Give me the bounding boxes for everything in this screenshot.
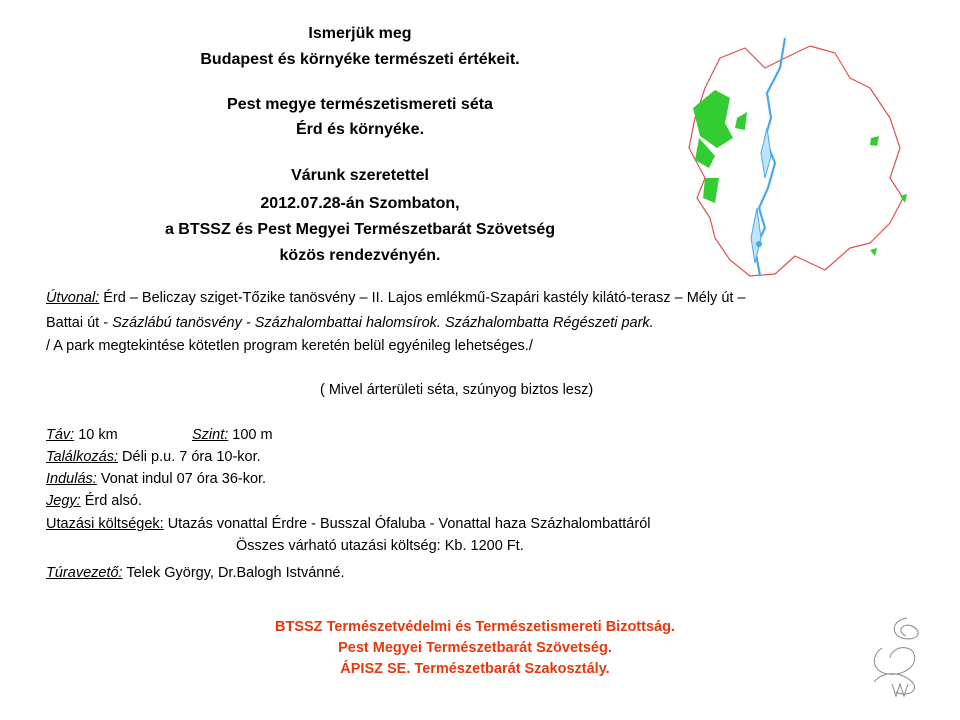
route-text-1: Érd – Beliczay sziget-Tőzike tanösvény – II. Lajos emlékmű-Szapári kastély kilátó-terasz – Mély út – xyxy=(99,290,746,306)
header-line-3: Pest megye természetismereti séta xyxy=(227,96,493,113)
header-line-5: Várunk szeretettel xyxy=(291,167,429,184)
elevation-line xyxy=(192,425,273,445)
meeting-value: Déli p.u. 7 óra 10-kor. xyxy=(118,449,261,465)
header-line-1: Ismerjük meg xyxy=(308,25,412,42)
header-line-4: Érd és környéke. xyxy=(295,121,425,138)
budapest-map-icon xyxy=(675,38,945,283)
distance-value: 10 km xyxy=(74,427,118,443)
departure-line xyxy=(46,469,266,489)
ticket-label: Jegy: xyxy=(46,493,81,509)
total-cost-line: Összes várható utazási költség: Kb. 1200 Ft. xyxy=(236,538,524,554)
elevation-label: Szint: xyxy=(192,427,229,443)
header-line-6: 2012.07.28-án Szombaton, xyxy=(260,195,460,212)
route-label: Útvonal: xyxy=(46,290,100,306)
route-line-2 xyxy=(46,313,654,333)
ticket-line xyxy=(46,491,142,511)
footer-line-2: Pest Megyei Természetbarát Szövetség. xyxy=(338,640,612,656)
distance-line xyxy=(46,425,118,445)
travel-cost-label: Utazási költségek: xyxy=(46,516,164,532)
ticket-value: Érd alsó. xyxy=(80,493,142,509)
meeting-label: Találkozás: xyxy=(46,449,119,465)
route-text-2a: Battai út - xyxy=(46,315,113,331)
guide-value: Telek György, Dr.Balogh Istvánné. xyxy=(122,565,345,581)
distance-label: Táv: xyxy=(46,427,75,443)
elevation-value: 100 m xyxy=(228,427,273,443)
header-line-7: a BTSSZ és Pest Megyei Természetbarát Szövetség xyxy=(164,221,556,238)
travel-cost-line xyxy=(46,514,650,534)
mosquito-note: ( Mivel árterületi séta, szúnyog biztos lesz) xyxy=(320,382,594,398)
departure-value: Vonat indul 07 óra 36-kor. xyxy=(96,471,267,487)
travel-cost-value: Utazás vonattal Érdre - Busszal Ófaluba - Vonattal haza Százhalombattáról xyxy=(163,516,651,532)
route-line-3: / A park megtekintése kötetlen program keretén belül egyénileg lehetséges./ xyxy=(46,338,533,354)
header-line-2: Budapest és környéke természeti értékeit. xyxy=(200,51,520,68)
route-text-2b: Százlábú tanösvény - Százhalombattai halomsírok. Százhalombatta Régészeti park. xyxy=(112,315,654,331)
departure-label: Indulás: xyxy=(46,471,97,487)
footer-line-1: BTSSZ Természetvédelmi és Természetismereti Bizottság. xyxy=(275,619,675,635)
route-line-1 xyxy=(46,288,746,308)
meeting-line xyxy=(46,447,261,467)
header-line-8: közös rendezvényén. xyxy=(279,247,441,264)
guide-label: Túravezető: xyxy=(46,565,123,581)
organization-logo-icon xyxy=(862,612,934,700)
guide-line xyxy=(46,563,345,583)
footer-line-3: ÁPISZ SE. Természetbarát Szakosztály. xyxy=(340,661,610,677)
